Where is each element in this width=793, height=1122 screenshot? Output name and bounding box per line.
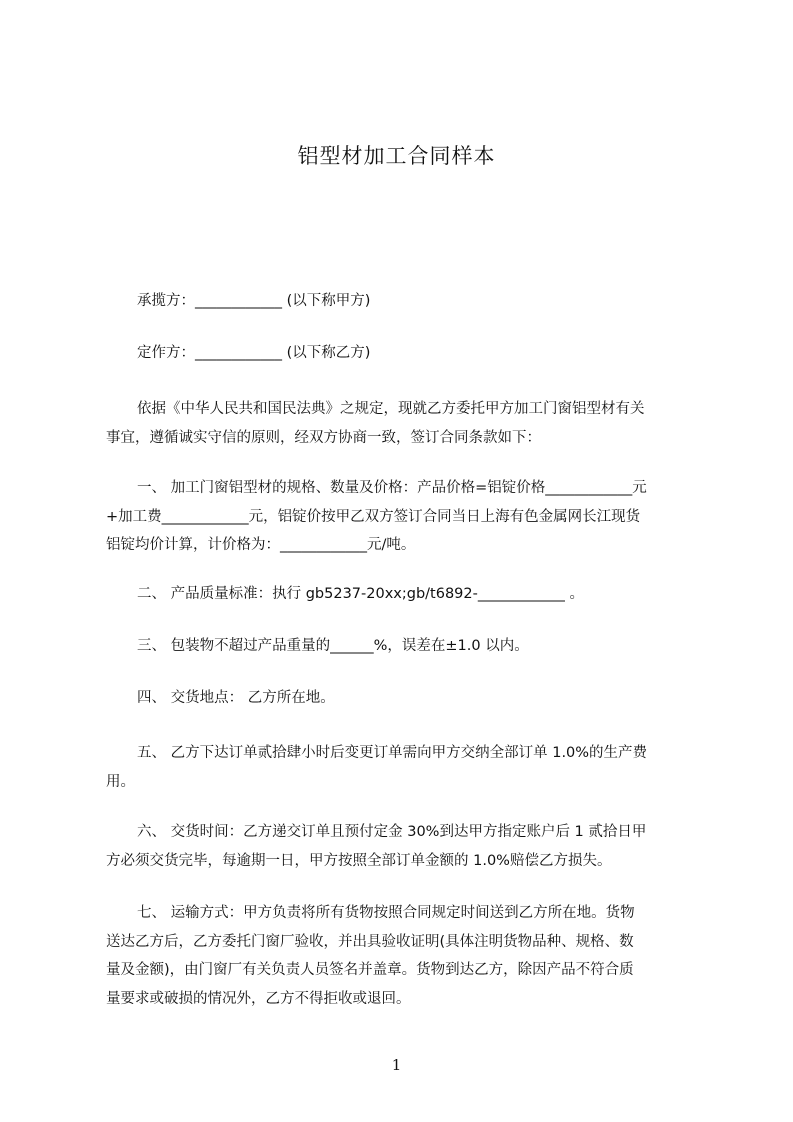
intro-paragraph <box>106 395 702 452</box>
document-title: 铝型材加工合同样本 <box>297 144 496 168</box>
clause-5-line-2: 用。 <box>106 773 135 790</box>
intro-line-2: 事宜，遵循诚实守信的原则，经双方协商一致，签订合同条款如下： <box>106 429 541 446</box>
page-number: 1 <box>391 1056 402 1074</box>
party-b-line: 定作方：____________ (以下称乙方) <box>137 345 371 361</box>
clause-4: 四、 交货地点： 乙方所在地。 <box>137 690 335 706</box>
clause-6-line-1: 六、 交货时间：乙方递交订单且预付定金 30%到达甲方指定账户后 1 贰拾日甲 <box>137 824 647 840</box>
clause-5-line-1: 五、 乙方下达订单贰拾肆小时后变更订单需向甲方交纳全部订单 1.0%的生产费 <box>137 745 648 761</box>
clause-7-line-1: 七、 运输方式：甲方负责将所有货物按照合同规定时间送到乙方所在地。货物 <box>137 905 635 921</box>
clause-1 <box>106 474 702 560</box>
clause-1-line-3: 铝锭均价计算，计价格为：____________元/吨。 <box>106 537 416 553</box>
clause-2: 二、 产品质量标准：执行 gb5237-20xx;gb/t6892-____________ 。 <box>137 586 584 602</box>
clause-7 <box>106 899 702 1013</box>
intro-line-1: 依据《中华人民共和国民法典》之规定，现就乙方委托甲方加工门窗铝型材有关 <box>137 401 645 417</box>
clause-6-line-2: 方必须交货完毕，每逾期一日，甲方按照全部订单金额的 1.0%赔偿乙方损失。 <box>106 852 612 869</box>
party-a-line: 承揽方：____________ (以下称甲方) <box>137 293 371 309</box>
clause-7-line-4: 量要求或破损的情况外，乙方不得拒收或退回。 <box>106 990 411 1007</box>
clause-3: 三、 包装物不超过产品重量的______%，误差在±1.0 以内。 <box>137 638 529 654</box>
clause-7-line-3: 量及金额)，由门窗厂有关负责人员签名并盖章。货物到达乙方，除因产品不符合质 <box>106 962 634 978</box>
clause-5 <box>106 739 702 796</box>
clause-7-line-2: 送达乙方后，乙方委托门窗厂验收，并出具验收证明(具体注明货物品种、规格、数 <box>106 933 634 950</box>
clause-1-line-2: +加工费____________元，铝锭价按甲乙双方签订合同当日上海有色金属网长江现货 <box>106 508 641 525</box>
clause-6 <box>106 818 702 875</box>
clause-1-line-1: 一、 加工门窗铝型材的规格、数量及价格：产品价格=铝锭价格____________元 <box>137 480 647 496</box>
